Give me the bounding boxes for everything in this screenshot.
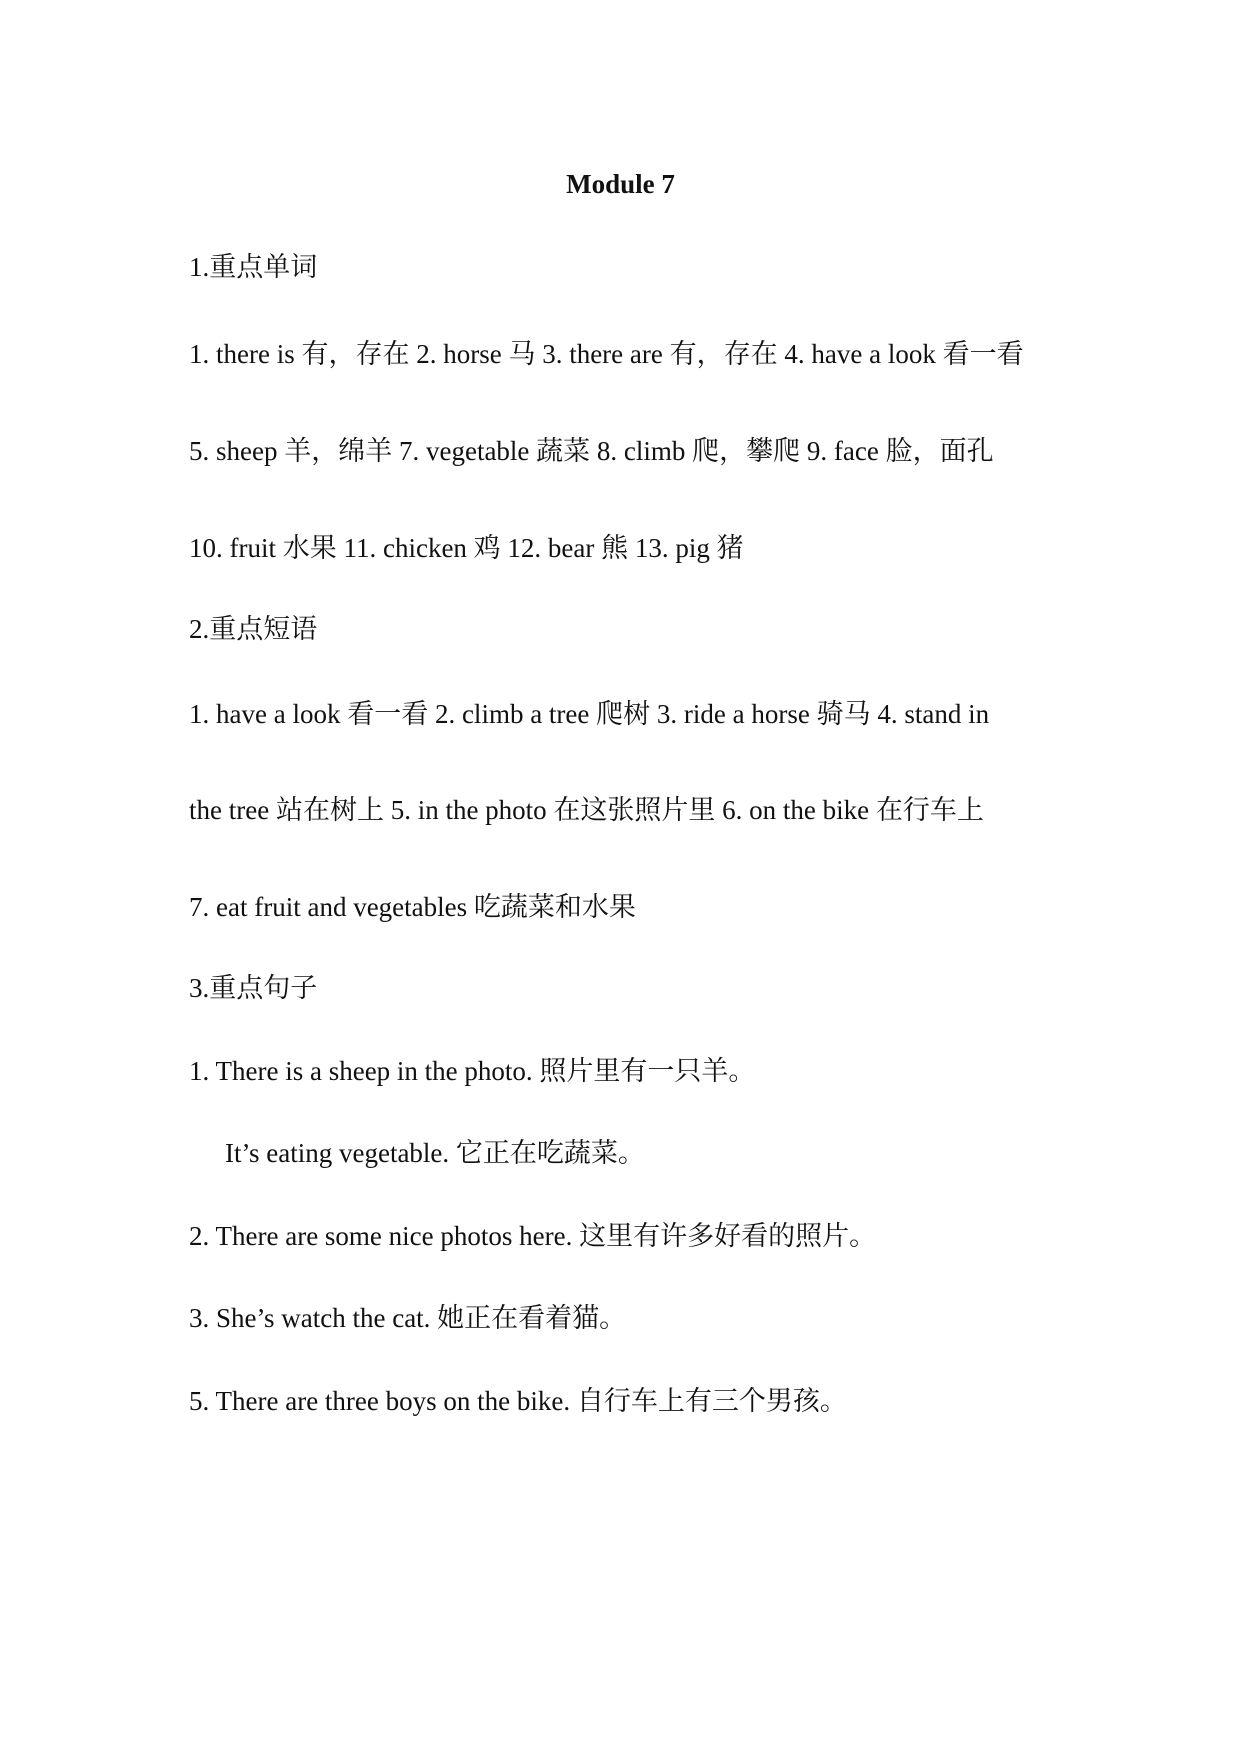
section-heading-words: 1.重点单词 xyxy=(189,252,318,282)
sentences-line-5: 5. There are three boys on the bike. 自行车上有三个男孩。 xyxy=(189,1386,847,1416)
words-line-2: 5. sheep 羊，绵羊 7. vegetable 蔬菜 8. climb 爬，攀爬 9. face 脸，面孔 xyxy=(189,436,994,466)
sentences-line-2: It’s eating vegetable. 它正在吃蔬菜。 xyxy=(225,1138,645,1168)
words-line-3: 10. fruit 水果 11. chicken 鸡 12. bear 熊 13. pig 猪 xyxy=(189,533,744,563)
sentences-line-4: 3. She’s watch the cat. 她正在看着猫。 xyxy=(189,1303,627,1333)
phrases-line-1: 1. have a look 看一看 2. climb a tree 爬树 3. ride a horse 骑马 4. stand in xyxy=(189,699,990,729)
section-heading-sentences: 3.重点句子 xyxy=(189,973,318,1003)
phrases-line-2: the tree 站在树上 5. in the photo 在这张照片里 6. on the bike 在行车上 xyxy=(189,795,984,825)
words-line-1: 1. there is 有，存在 2. horse 马 3. there are 有，存在 4. have a look 看一看 xyxy=(189,339,1024,369)
section-heading-phrases: 2.重点短语 xyxy=(189,614,318,644)
page-title: Module 7 xyxy=(566,169,675,199)
sentences-line-1: 1. There is a sheep in the photo. 照片里有一只羊。 xyxy=(189,1056,756,1086)
phrases-line-3: 7. eat fruit and vegetables 吃蔬菜和水果 xyxy=(189,892,636,922)
sentences-line-3: 2. There are some nice photos here. 这里有许多好看的照片。 xyxy=(189,1221,877,1251)
